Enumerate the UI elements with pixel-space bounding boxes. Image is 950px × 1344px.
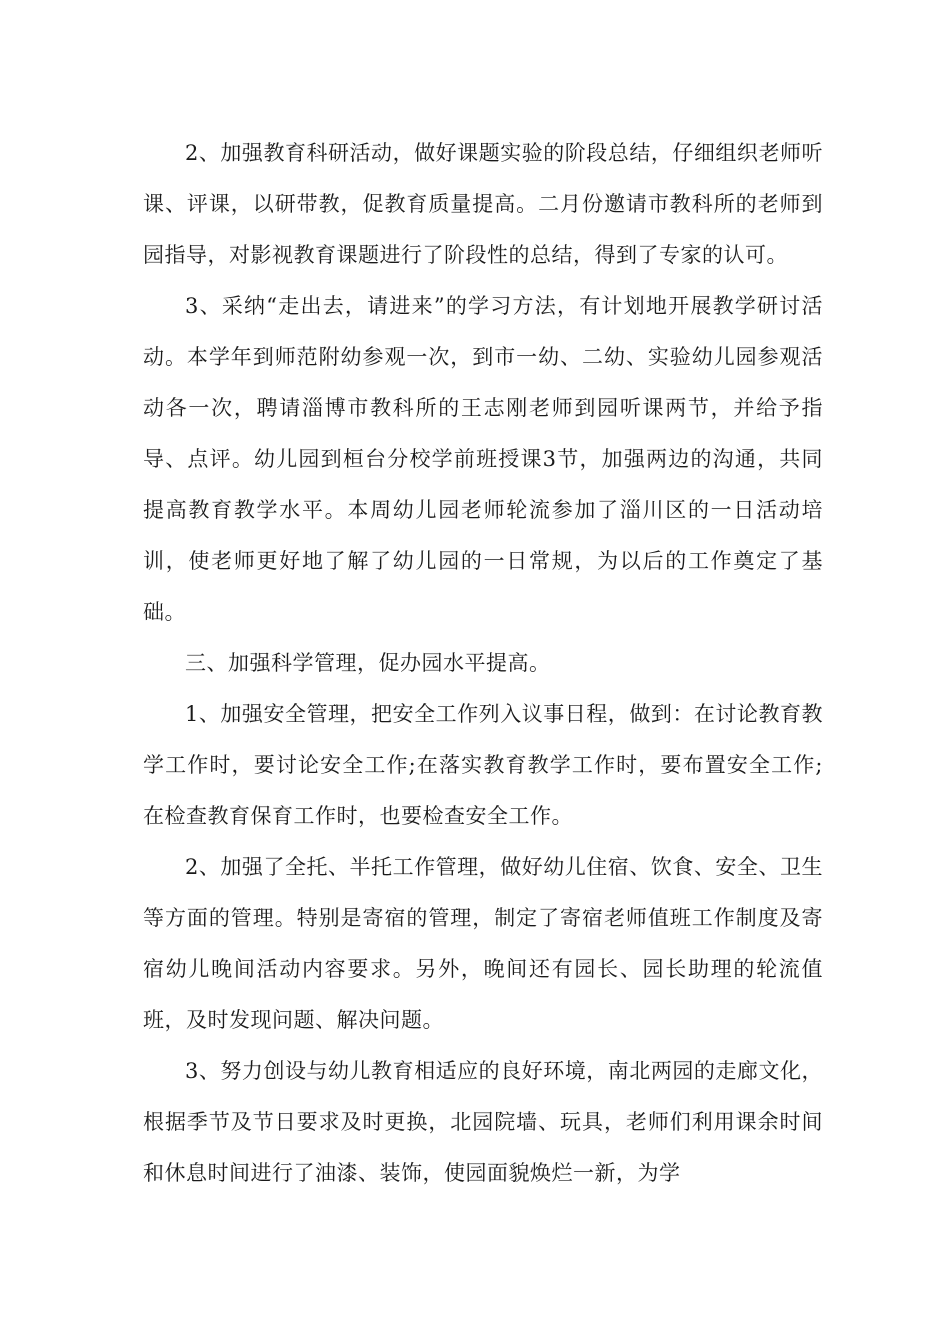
- document-body: [143, 128, 823, 1199]
- paragraph-environment: 3、努力创设与幼儿教育相适应的良好环境，南北两园的走廊文化，根据季节及节日要求及时更换，北园院墙、玩具，老师们利用课余时间和休息时间进行了油漆、装饰，使园面貌焕烂一新，为学: [143, 1059, 823, 1185]
- paragraph-boarding-management: 2、加强了全托、半托工作管理，做好幼儿住宿、饮食、安全、卫生等方面的管理。特别是寄宿的管理，制定了寄宿老师值班工作制度及寄宿幼儿晚间活动内容要求。另外，晚间还有园长、园长助理的轮流值班，及时发现问题、解决问题。: [143, 855, 823, 1032]
- paragraph-research-activities: 2、加强教育科研活动，做好课题实验的阶段总结，仔细组织老师听课、评课，以研带教，促教育质量提高。二月份邀请市教科所的老师到园指导，对影视教育课题进行了阶段性的总结，得到了专家的认可。: [143, 141, 823, 267]
- paragraph-learning-methods: 3、采纳“走出去，请进来”的学习方法，有计划地开展教学研讨活动。本学年到师范附幼参观一次，到市一幼、二幼、实验幼儿园参观活动各一次，聘请淄博市教科所的王志刚老师到园听课两节，并给予指导、点评。幼儿园到桓台分校学前班授课3节，加强两边的沟通，共同提高教育教学水平。本周幼儿园老师轮流参加了淄川区的一日活动培训，使老师更好地了解了幼儿园的一日常规，为以后的工作奠定了基础。: [143, 294, 823, 624]
- section-heading-management: 三、加强科学管理，促办园水平提高。: [185, 651, 551, 675]
- paragraph-safety-management: 1、加强安全管理，把安全工作列入议事日程，做到：在讨论教育教学工作时，要讨论安全工作;在落实教育教学工作时，要布置安全工作;在检查教育保育工作时，也要检查安全工作。: [143, 702, 823, 828]
